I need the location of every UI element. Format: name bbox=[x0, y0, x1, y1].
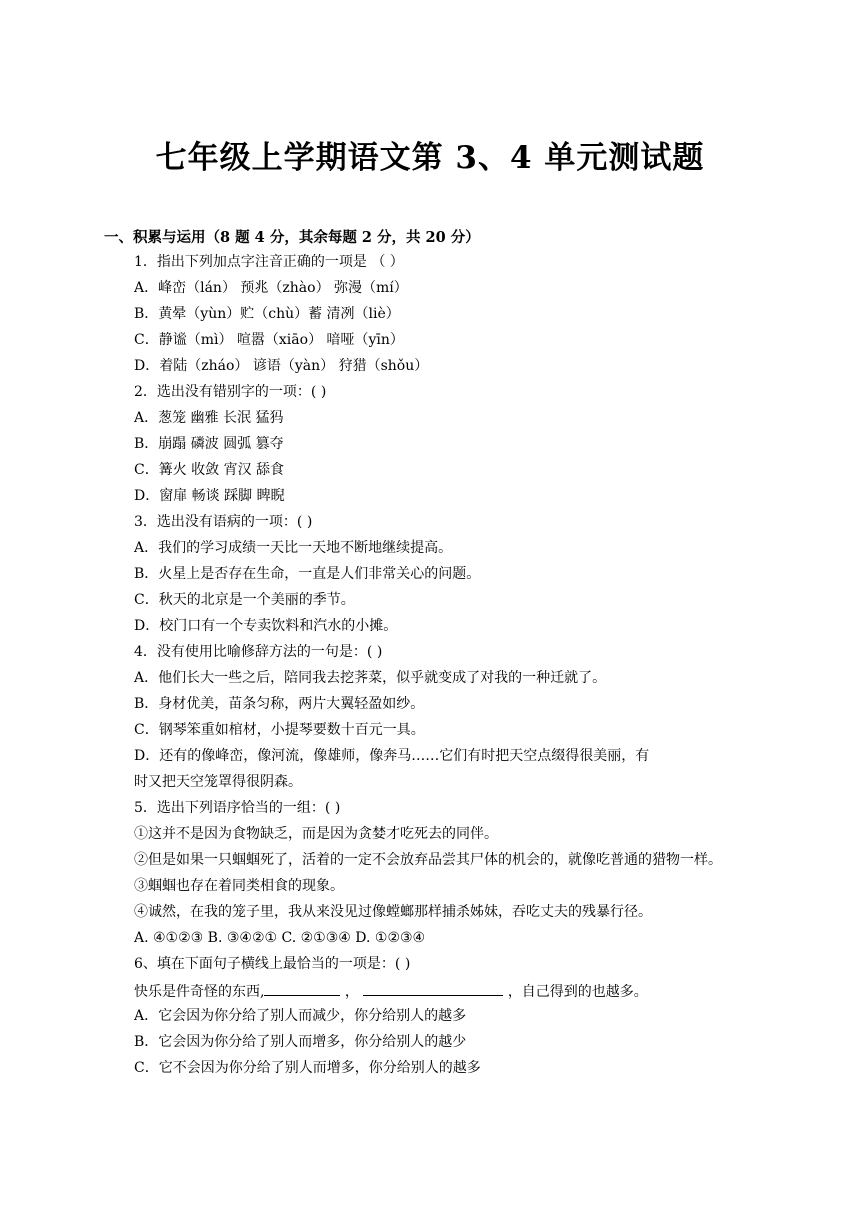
question-1-option-c: C．静谧（mì） 喧嚣（xiāo） 喑哑（yīn） bbox=[134, 332, 404, 348]
question-5-sentence-1: ①这并不是因为食物缺乏，而是因为贪婪才吃死去的同伴。 bbox=[134, 826, 498, 842]
question-6-option-b: B．它会因为你分给了别人而增多，你分给别人的越少 bbox=[134, 1034, 467, 1050]
question-1-option-b: B．黄晕（yùn）贮（chù）蓄 清冽（liè） bbox=[134, 306, 400, 322]
question-6-sentence-separator: ， bbox=[344, 984, 359, 1000]
page-title: 七年级上学期语文第 3、4 单元测试题 bbox=[155, 140, 705, 176]
question-4-option-a: A．他们长大一些之后，陪同我去挖荠菜，似乎就变成了对我的一种迁就了。 bbox=[134, 670, 607, 686]
question-4-option-c: C．钢琴笨重如棺材，小提琴要数十百元一具。 bbox=[134, 722, 425, 738]
question-6-sentence bbox=[134, 981, 648, 1001]
question-3-option-d: D．校门口有一个专卖饮料和汽水的小摊。 bbox=[134, 618, 398, 634]
question-4-option-b: B．身材优美，苗条匀称，两片大翼轻盈如纱。 bbox=[134, 696, 425, 712]
question-4-option-d-continued: 时又把天空笼罩得很阴森。 bbox=[134, 774, 302, 790]
question-2-option-d: D．窗扉 畅谈 踩脚 睥睨 bbox=[134, 488, 285, 504]
question-5-stem: 5．选出下列语序恰当的一组：( ) bbox=[134, 800, 341, 816]
question-5-options: A. ④①②③ B. ③④②① C. ②①③④ D. ①②③④ bbox=[134, 930, 426, 946]
question-3-option-b: B．火星上是否存在生命，一直是人们非常关心的问题。 bbox=[134, 566, 481, 582]
question-6-option-a: A．它会因为你分给了别人而减少，你分给别人的越多 bbox=[134, 1008, 467, 1024]
question-6-sentence-prefix: 快乐是件奇怪的东西, bbox=[134, 984, 265, 1000]
question-4-stem: 4．没有使用比喻修辞方法的一句是：( ) bbox=[134, 644, 383, 660]
section-heading: 一、积累与运用（8 题 4 分，其余每题 2 分，共 20 分） bbox=[104, 229, 480, 246]
question-2-option-c: C．篝火 收敛 宵汉 舔食 bbox=[134, 462, 285, 478]
question-6-sentence-suffix: ，自己得到的也越多。 bbox=[507, 984, 648, 1000]
question-5-sentence-2: ②但是如果一只蝈蝈死了，活着的一定不会放弃品尝其尸体的机会的，就像吃普通的猎物一样。 bbox=[134, 852, 722, 868]
question-5-sentence-3: ③蝈蝈也存在着同类相食的现象。 bbox=[134, 878, 344, 894]
question-4-option-d: D．还有的像峰峦，像河流，像雄师，像奔马……它们有时把天空点缀得很美丽，有 bbox=[134, 748, 650, 764]
question-3-option-a: A．我们的学习成绩一天比一天地不断地继续提高。 bbox=[134, 540, 453, 556]
question-2-option-b: B．崩蹋 磷波 圆弧 篡夺 bbox=[134, 436, 284, 452]
question-2-stem: 2．选出没有错别字的一项：( ) bbox=[134, 384, 327, 400]
question-6-option-c: C．它不会因为你分给了别人而增多，你分给别人的越多 bbox=[134, 1060, 481, 1076]
question-1-option-d: D．着陆（zháo） 谚语（yàn） 狩猎（shǒu） bbox=[134, 358, 429, 374]
question-1-stem: 1．指出下列加点字注音正确的一项是 （ ） bbox=[134, 254, 404, 270]
question-3-option-c: C．秋天的北京是一个美丽的季节。 bbox=[134, 592, 355, 608]
question-1-option-a: A．峰峦（lán） 预兆（zhào） 弥漫（mí） bbox=[134, 280, 408, 296]
question-3-stem: 3．选出没有语病的一项：( ) bbox=[134, 514, 313, 530]
question-2-option-a: A．葱笼 幽雅 长泯 猛犸 bbox=[134, 410, 284, 426]
question-6-blank-2 bbox=[363, 981, 503, 996]
question-5-sentence-4: ④诚然，在我的笼子里，我从来没见过像螳螂那样捕杀姊妹，吞吃丈夫的残暴行径。 bbox=[134, 904, 652, 920]
question-6-blank-1 bbox=[264, 981, 340, 996]
question-6-stem: 6、填在下面句子横线上最恰当的一项是：( ) bbox=[134, 956, 411, 972]
